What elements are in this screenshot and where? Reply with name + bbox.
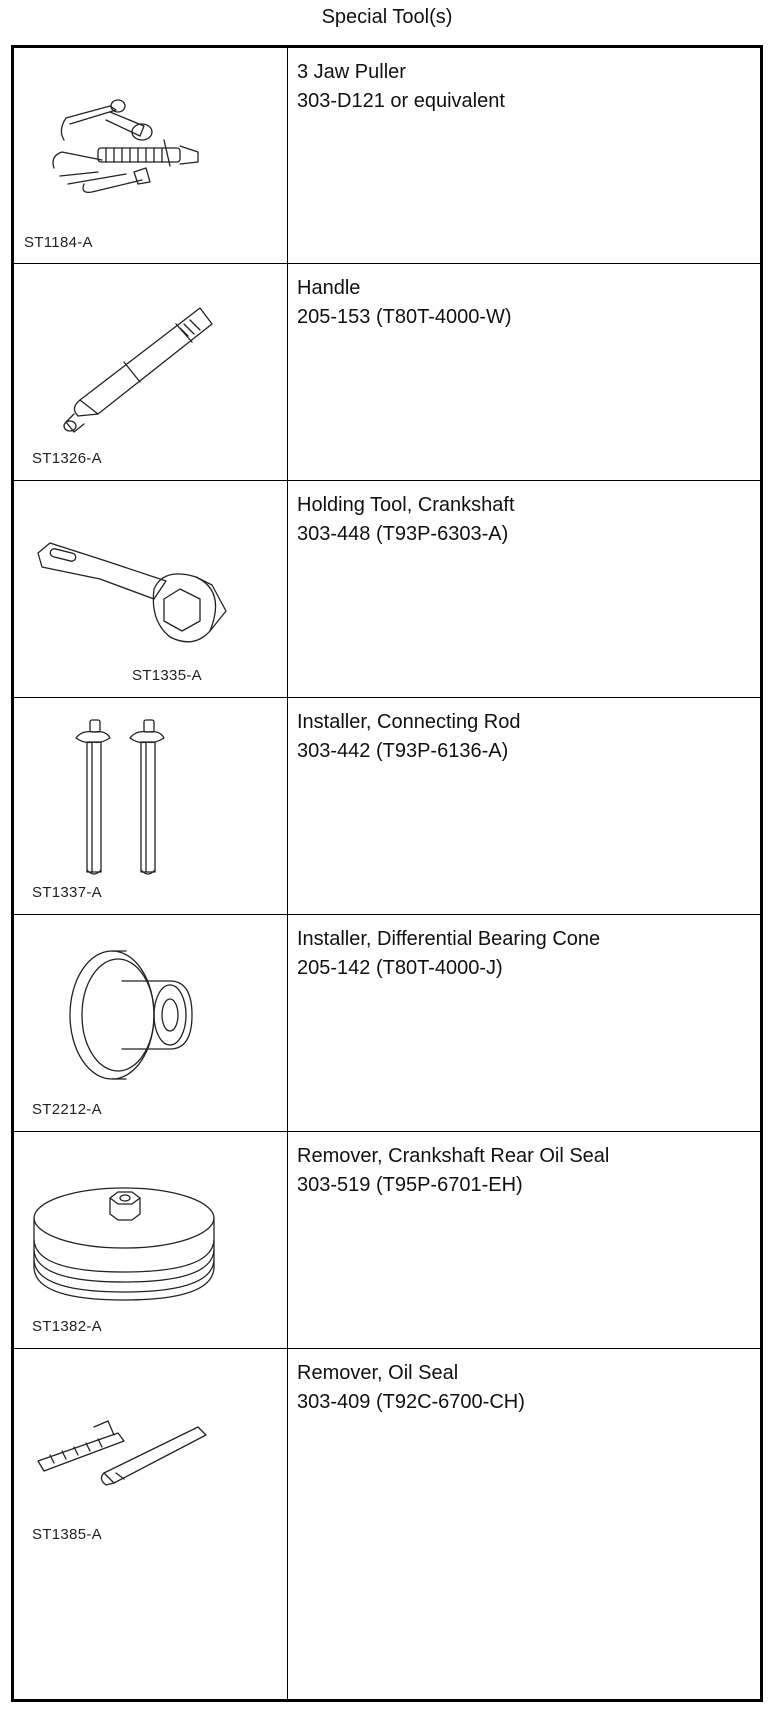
tool-name: Installer, Connecting Rod [297, 711, 521, 733]
tool-code: ST1382-A [32, 1318, 102, 1335]
oil-seal-remover-icon [14, 1349, 288, 1699]
tool-number: 205-142 (T80T-4000-J) [297, 957, 503, 979]
tool-name: Remover, Crankshaft Rear Oil Seal [297, 1145, 610, 1167]
bearing-cone-installer-icon [14, 915, 288, 1132]
tool-number: 303-409 (T92C-6700-CH) [297, 1391, 525, 1413]
three-jaw-puller-icon [14, 48, 288, 264]
tool-name: Remover, Oil Seal [297, 1362, 459, 1384]
table-row [14, 698, 760, 915]
tool-description [288, 48, 760, 263]
tool-description [288, 1132, 760, 1348]
connecting-rod-installer-icon [14, 698, 288, 915]
tool-number: 205-153 (T80T-4000-W) [297, 306, 512, 328]
tool-number: 303-519 (T95P-6701-EH) [297, 1174, 523, 1196]
tool-image-cell [14, 698, 288, 914]
table-row [14, 48, 760, 264]
page-title: Special Tool(s) [321, 6, 453, 28]
tool-code: ST1335-A [132, 667, 202, 684]
tool-name: 3 Jaw Puller [297, 61, 406, 83]
tool-name: Holding Tool, Crankshaft [297, 494, 515, 516]
tool-image-cell [14, 48, 288, 263]
tool-code: ST2212-A [32, 1101, 102, 1118]
tool-code: ST1337-A [32, 884, 102, 901]
rear-oil-seal-remover-icon [14, 1132, 288, 1349]
table-row [14, 1132, 760, 1349]
tool-name: Handle [297, 277, 361, 299]
tool-image-cell [14, 481, 288, 697]
handle-icon [14, 264, 288, 481]
tool-image-cell [14, 1349, 288, 1699]
tool-number: 303-D121 or equivalent [297, 90, 505, 112]
tool-code: ST1326-A [32, 450, 102, 467]
tool-description [288, 915, 760, 1131]
tool-description [288, 698, 760, 914]
tool-image-cell [14, 1132, 288, 1348]
tool-name: Installer, Differential Bearing Cone [297, 928, 601, 950]
special-tools-table [11, 45, 763, 1702]
table-row [14, 481, 760, 698]
tool-description [288, 1349, 760, 1699]
crankshaft-holding-tool-icon [14, 481, 288, 698]
tool-description [288, 264, 760, 480]
table-row [14, 264, 760, 481]
tool-image-cell [14, 915, 288, 1131]
tool-code: ST1385-A [32, 1526, 102, 1543]
table-row [14, 1349, 760, 1699]
tool-description [288, 481, 760, 697]
tool-image-cell [14, 264, 288, 480]
table-row [14, 915, 760, 1132]
tool-number: 303-442 (T93P-6136-A) [297, 740, 509, 762]
tool-code: ST1184-A [24, 234, 93, 251]
tool-number: 303-448 (T93P-6303-A) [297, 523, 509, 545]
